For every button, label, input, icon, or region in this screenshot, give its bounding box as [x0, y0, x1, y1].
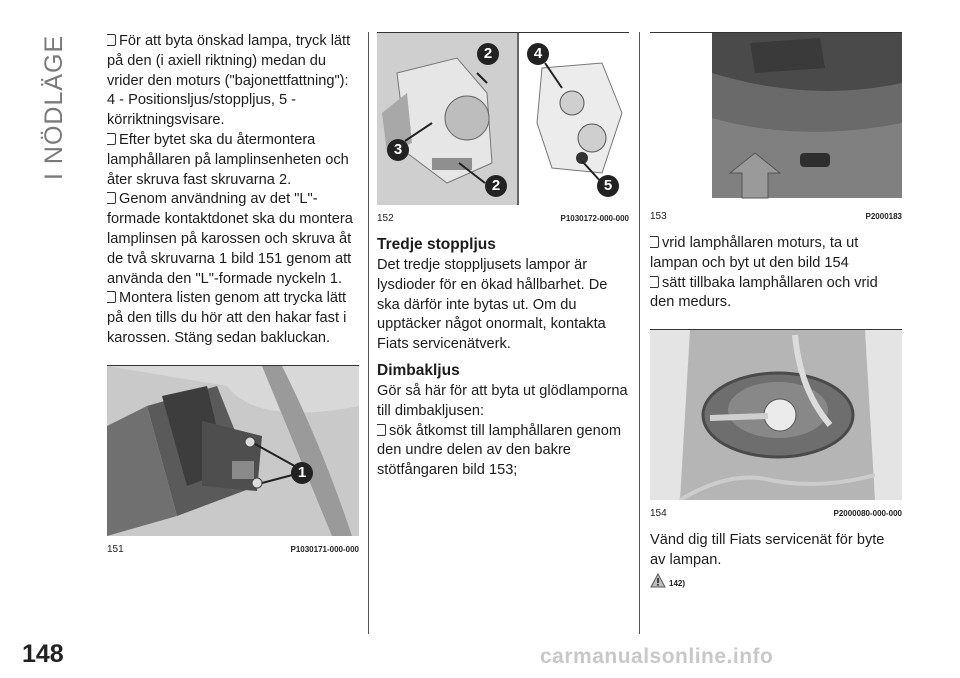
paragraph: Vänd dig till Fiats servicenät för byte av lampan.	[650, 532, 885, 568]
bullet-icon	[650, 236, 659, 248]
figure-number: 154	[650, 508, 667, 520]
column-divider	[368, 32, 369, 634]
paragraph: Det tredje stoppljusets lampor är lysdioder för en ökad hållbarhet. De ska därför inte bytas ut. Om du upptäcker något onormalt, kontakta Fiats servicenätverk.	[377, 257, 608, 353]
bullet-icon	[107, 133, 116, 145]
figure-caption	[650, 505, 902, 519]
instruction-bullet: Efter bytet ska du återmontera lamphållaren på lamplinsenheten och åter skruva fast skruvarna 2.	[107, 131, 349, 188]
figure-number: 152	[377, 213, 394, 224]
callout-2: 2	[485, 175, 507, 197]
figure-code: P2000183	[865, 212, 902, 221]
section-heading: Dimbakljus	[377, 361, 460, 379]
callout-4: 4	[527, 43, 549, 65]
section-tab	[34, 30, 84, 180]
column-divider	[639, 32, 640, 634]
watermark: carmanualsonline.info	[540, 645, 774, 668]
bullet-icon	[107, 192, 116, 204]
callout-2: 2	[477, 43, 499, 65]
figure-caption	[107, 541, 359, 555]
callout-5: 5	[597, 175, 619, 197]
figure-code: P2000080-000-000	[833, 509, 902, 519]
section-heading: Tredje stoppljus	[377, 236, 496, 253]
callout-1: 1	[291, 462, 313, 484]
figure-153	[650, 32, 902, 222]
figure-152	[377, 32, 629, 224]
section-tab-label: I NÖDLÄGE	[40, 34, 68, 180]
instruction-bullet: För att byta önskad lampa, tryck lätt på den (i axiell riktning) medan du vrider den moturs ("bajonettfattning"): 4 - Positionsljus/stoppljus, 5 - körriktningsvisare.	[107, 33, 351, 129]
bullet-icon	[107, 291, 116, 303]
callout-3: 3	[387, 139, 409, 161]
bullet-icon	[650, 276, 659, 288]
paragraph: Gör så här för att byta ut glödlamporna till dimbakljusen:	[377, 382, 628, 419]
bullet-icon	[107, 34, 116, 46]
figure-code: P1030171-000-000	[290, 544, 359, 554]
column-2	[377, 32, 629, 481]
figure-151-image	[107, 366, 359, 536]
column-1	[107, 32, 359, 555]
instruction-bullet: sök åtkomst till lamphållaren genom den undre delen av den bakre stötfångaren bild 153;	[377, 422, 621, 479]
page-number: 148	[22, 640, 64, 668]
warning-reference	[650, 573, 902, 588]
figure-caption	[377, 210, 629, 224]
column-3	[650, 32, 902, 588]
figure-caption	[650, 208, 902, 222]
instruction-bullet: Montera listen genom att trycka lätt på den tills du hör att den hakar fast i karossen. Stäng sedan bakluckan.	[107, 290, 347, 346]
warning-triangle-icon	[650, 573, 666, 588]
instruction-bullet: sätt tillbaka lamphållaren och vrid den medurs.	[650, 274, 878, 311]
figure-154-image	[650, 330, 902, 500]
figure-number: 151	[107, 543, 124, 555]
figure-154	[650, 329, 902, 519]
instruction-bullet: vrid lamphållaren moturs, ta ut lampan och byt ut den bild 154	[650, 235, 859, 271]
figure-153-image	[650, 33, 902, 203]
figure-151	[107, 365, 359, 555]
figure-code: P1030172-000-000	[560, 214, 629, 223]
instruction-bullet: Genom användning av det "L"-formade kontaktdonet ska du montera lamplinsen på karossen och skruva åt de två skruvarna 1 bild 151 genom att använda den "L"-formade nyckeln 1.	[107, 191, 353, 287]
warning-ref-number: 142)	[669, 578, 686, 588]
figure-number: 153	[650, 211, 667, 222]
bullet-icon	[377, 424, 386, 436]
